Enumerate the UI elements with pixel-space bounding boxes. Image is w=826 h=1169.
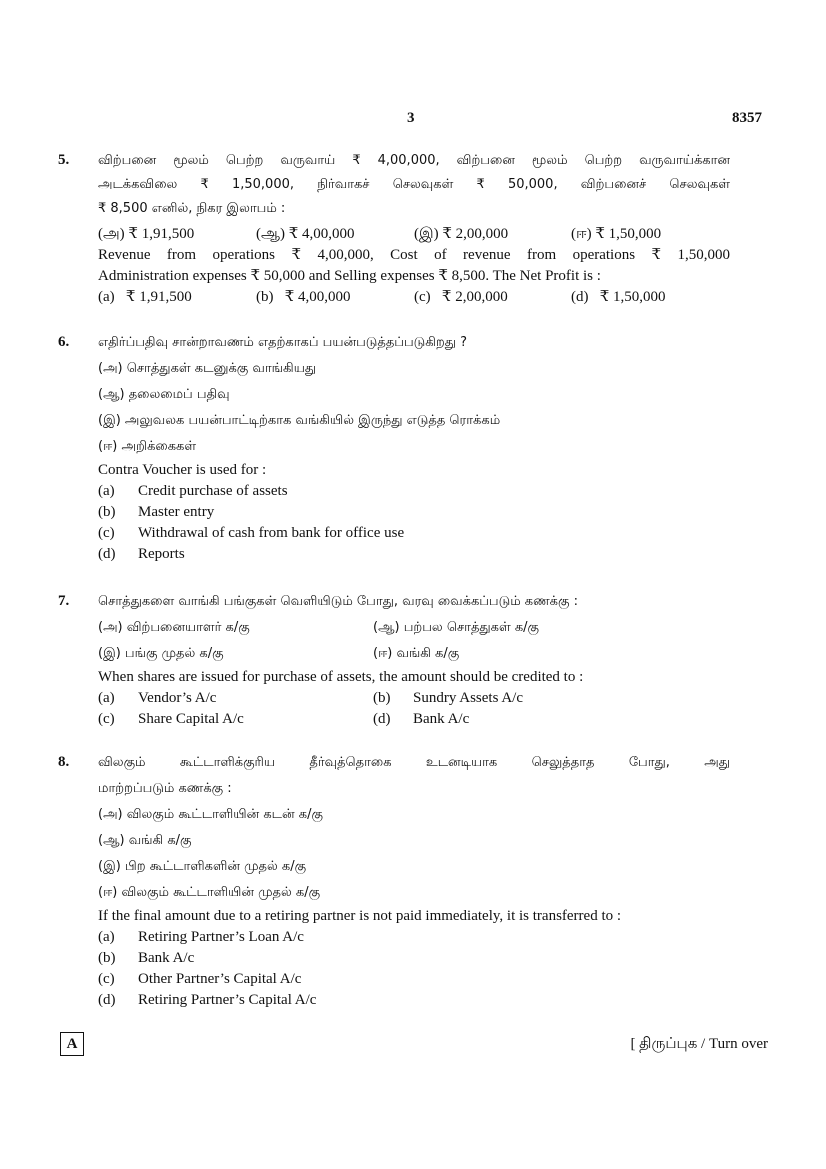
q8-option-d-text: Retiring Partner’s Capital A/c bbox=[138, 992, 317, 1008]
turn-over-note: [ திருப்புக / Turn over bbox=[630, 1036, 768, 1052]
q5-tamil-line-1: விற்பனை மூலம் பெற்ற வருவாய் ₹ 4,00,000, விற்பனை மூலம் பெற்ற வருவாய்க்கான bbox=[98, 153, 730, 168]
q8-tamil-line-2: மாற்றப்படும் கணக்கு : bbox=[98, 781, 232, 796]
q8-tamil-line-1: விலகும் கூட்டாளிக்குரிய தீர்வுத்தொகை உடனடியாக செலுத்தாத போது, அது bbox=[98, 755, 730, 770]
q7-option-a-label: (a) bbox=[98, 690, 115, 706]
q7-option-a-text: Vendor’s A/c bbox=[138, 690, 217, 706]
paper-code: 8357 bbox=[732, 110, 762, 126]
q8-english-option-c bbox=[98, 969, 730, 990]
q5-english-option-a: (a) ₹ 1,91,500 bbox=[98, 289, 192, 305]
q7-tamil-question: சொத்துகளை வாங்கி பங்குகள் வெளியிடும் போது, வரவு வைக்கப்படும் கணக்கு : bbox=[98, 594, 578, 609]
page-number: 3 bbox=[407, 110, 415, 126]
q7-english-options-row-2 bbox=[98, 709, 730, 730]
q8-english-option-a bbox=[98, 927, 730, 948]
q5-english-option-c: (c) ₹ 2,00,000 bbox=[414, 289, 508, 305]
question-8 bbox=[98, 750, 730, 1011]
q8-tamil-option-b: (ஆ) வங்கி க/கு bbox=[98, 833, 192, 848]
q5-tamil-option-b: (ஆ) ₹ 4,00,000 bbox=[256, 226, 355, 242]
q8-english-question: If the final amount due to a retiring partner is not paid immediately, it is transferred to : bbox=[98, 908, 622, 924]
q7-english-question: When shares are issued for purchase of assets, the amount should be credited to : bbox=[98, 669, 584, 685]
q8-option-d-label: (d) bbox=[98, 992, 116, 1008]
q6-option-c-label: (c) bbox=[98, 525, 115, 541]
q8-option-b-text: Bank A/c bbox=[138, 950, 195, 966]
question-8-number: 8. bbox=[58, 754, 70, 770]
q6-option-a-text: Credit purchase of assets bbox=[138, 483, 288, 499]
q5-tamil-option-c: (இ) ₹ 2,00,000 bbox=[414, 226, 509, 242]
q5-english-line-1: Revenue from operations ₹ 4,00,000, Cost of revenue from operations ₹ 1,50,000 bbox=[98, 247, 730, 263]
q6-option-b-text: Master entry bbox=[138, 504, 215, 520]
question-7-number: 7. bbox=[58, 593, 70, 609]
q6-tamil-option-a: (அ) சொத்துகள் கடனுக்கு வாங்கியது bbox=[98, 361, 317, 376]
q8-option-c-text: Other Partner’s Capital A/c bbox=[138, 971, 302, 987]
q7-tamil-options-row-1 bbox=[98, 615, 730, 641]
q7-tamil-options-row-2 bbox=[98, 641, 730, 667]
q5-tamil-options bbox=[98, 224, 730, 245]
q5-english-line-2: Administration expenses ₹ 50,000 and Selling expenses ₹ 8,500. The Net Profit is : bbox=[98, 268, 601, 284]
q7-tamil-option-d: (ஈ) வங்கி க/கு bbox=[373, 646, 460, 661]
q8-tamil-option-c: (இ) பிற கூட்டாளிகளின் முதல் க/கு bbox=[98, 859, 307, 874]
q7-tamil-option-c: (இ) பங்கு முதல் க/கு bbox=[98, 646, 224, 661]
q7-english-options-row-1 bbox=[98, 688, 730, 709]
question-5-number: 5. bbox=[58, 152, 70, 168]
q6-english-option-d bbox=[98, 544, 730, 565]
q6-tamil-option-c: (இ) அலுவலக பயன்பாட்டிற்காக வங்கியில் இருந்து எடுத்த ரொக்கம் bbox=[98, 413, 501, 428]
q7-option-b-text: Sundry Assets A/c bbox=[413, 690, 524, 706]
q6-english-option-a bbox=[98, 481, 730, 502]
q8-english-option-d bbox=[98, 990, 730, 1011]
question-6-number: 6. bbox=[58, 334, 70, 350]
q6-option-c-text: Withdrawal of cash from bank for office use bbox=[138, 525, 405, 541]
q7-option-d-label: (d) bbox=[373, 711, 391, 727]
q8-tamil-option-a: (அ) விலகும் கூட்டாளியின் கடன் க/கு bbox=[98, 807, 323, 822]
q5-english-options bbox=[98, 287, 730, 308]
q8-tamil-option-d: (ஈ) விலகும் கூட்டாளியின் முதல் க/கு bbox=[98, 885, 321, 900]
q6-option-d-label: (d) bbox=[98, 546, 116, 562]
q6-option-a-label: (a) bbox=[98, 483, 115, 499]
series-box: A bbox=[60, 1032, 84, 1056]
q8-option-c-label: (c) bbox=[98, 971, 115, 987]
q7-option-b-label: (b) bbox=[373, 690, 391, 706]
q7-tamil-option-a: (அ) விற்பனையாளர் க/கு bbox=[98, 620, 250, 635]
q8-english-option-b bbox=[98, 948, 730, 969]
q7-option-c-label: (c) bbox=[98, 711, 115, 727]
q7-tamil-option-b: (ஆ) பற்பல சொத்துகள் க/கு bbox=[373, 620, 540, 635]
q5-tamil-line-2: அடக்கவிலை ₹ 1,50,000, நிர்வாகச் செலவுகள் ₹ 50,000, விற்பனைச் செலவுகள் bbox=[98, 177, 730, 192]
q5-english-option-b: (b) ₹ 4,00,000 bbox=[256, 289, 351, 305]
q6-tamil-option-b: (ஆ) தலைமைப் பதிவு bbox=[98, 387, 230, 402]
q6-english-option-c bbox=[98, 523, 730, 544]
q6-option-d-text: Reports bbox=[138, 546, 185, 562]
q5-tamil-option-d: (ஈ) ₹ 1,50,000 bbox=[571, 226, 662, 242]
q7-option-d-text: Bank A/c bbox=[413, 711, 470, 727]
q6-english-option-b bbox=[98, 502, 730, 523]
question-7 bbox=[98, 589, 730, 730]
q5-tamil-option-a: (அ) ₹ 1,91,500 bbox=[98, 226, 195, 242]
q8-option-a-text: Retiring Partner’s Loan A/c bbox=[138, 929, 304, 945]
q6-tamil-option-d: (ஈ) அறிக்கைகள் bbox=[98, 439, 197, 454]
q5-tamil-line-3: ₹ 8,500 எனில், நிகர இலாபம் : bbox=[98, 201, 286, 216]
q6-option-b-label: (b) bbox=[98, 504, 116, 520]
question-6 bbox=[98, 330, 730, 565]
q7-option-c-text: Share Capital A/c bbox=[138, 711, 244, 727]
q8-option-a-label: (a) bbox=[98, 929, 115, 945]
q8-option-b-label: (b) bbox=[98, 950, 116, 966]
question-5 bbox=[98, 149, 730, 308]
q6-english-question: Contra Voucher is used for : bbox=[98, 462, 267, 478]
q5-english-option-d: (d) ₹ 1,50,000 bbox=[571, 289, 666, 305]
q6-tamil-question: எதிர்ப்பதிவு சான்றாவணம் எதற்காகப் பயன்படுத்தப்படுகிறது ? bbox=[98, 335, 468, 350]
